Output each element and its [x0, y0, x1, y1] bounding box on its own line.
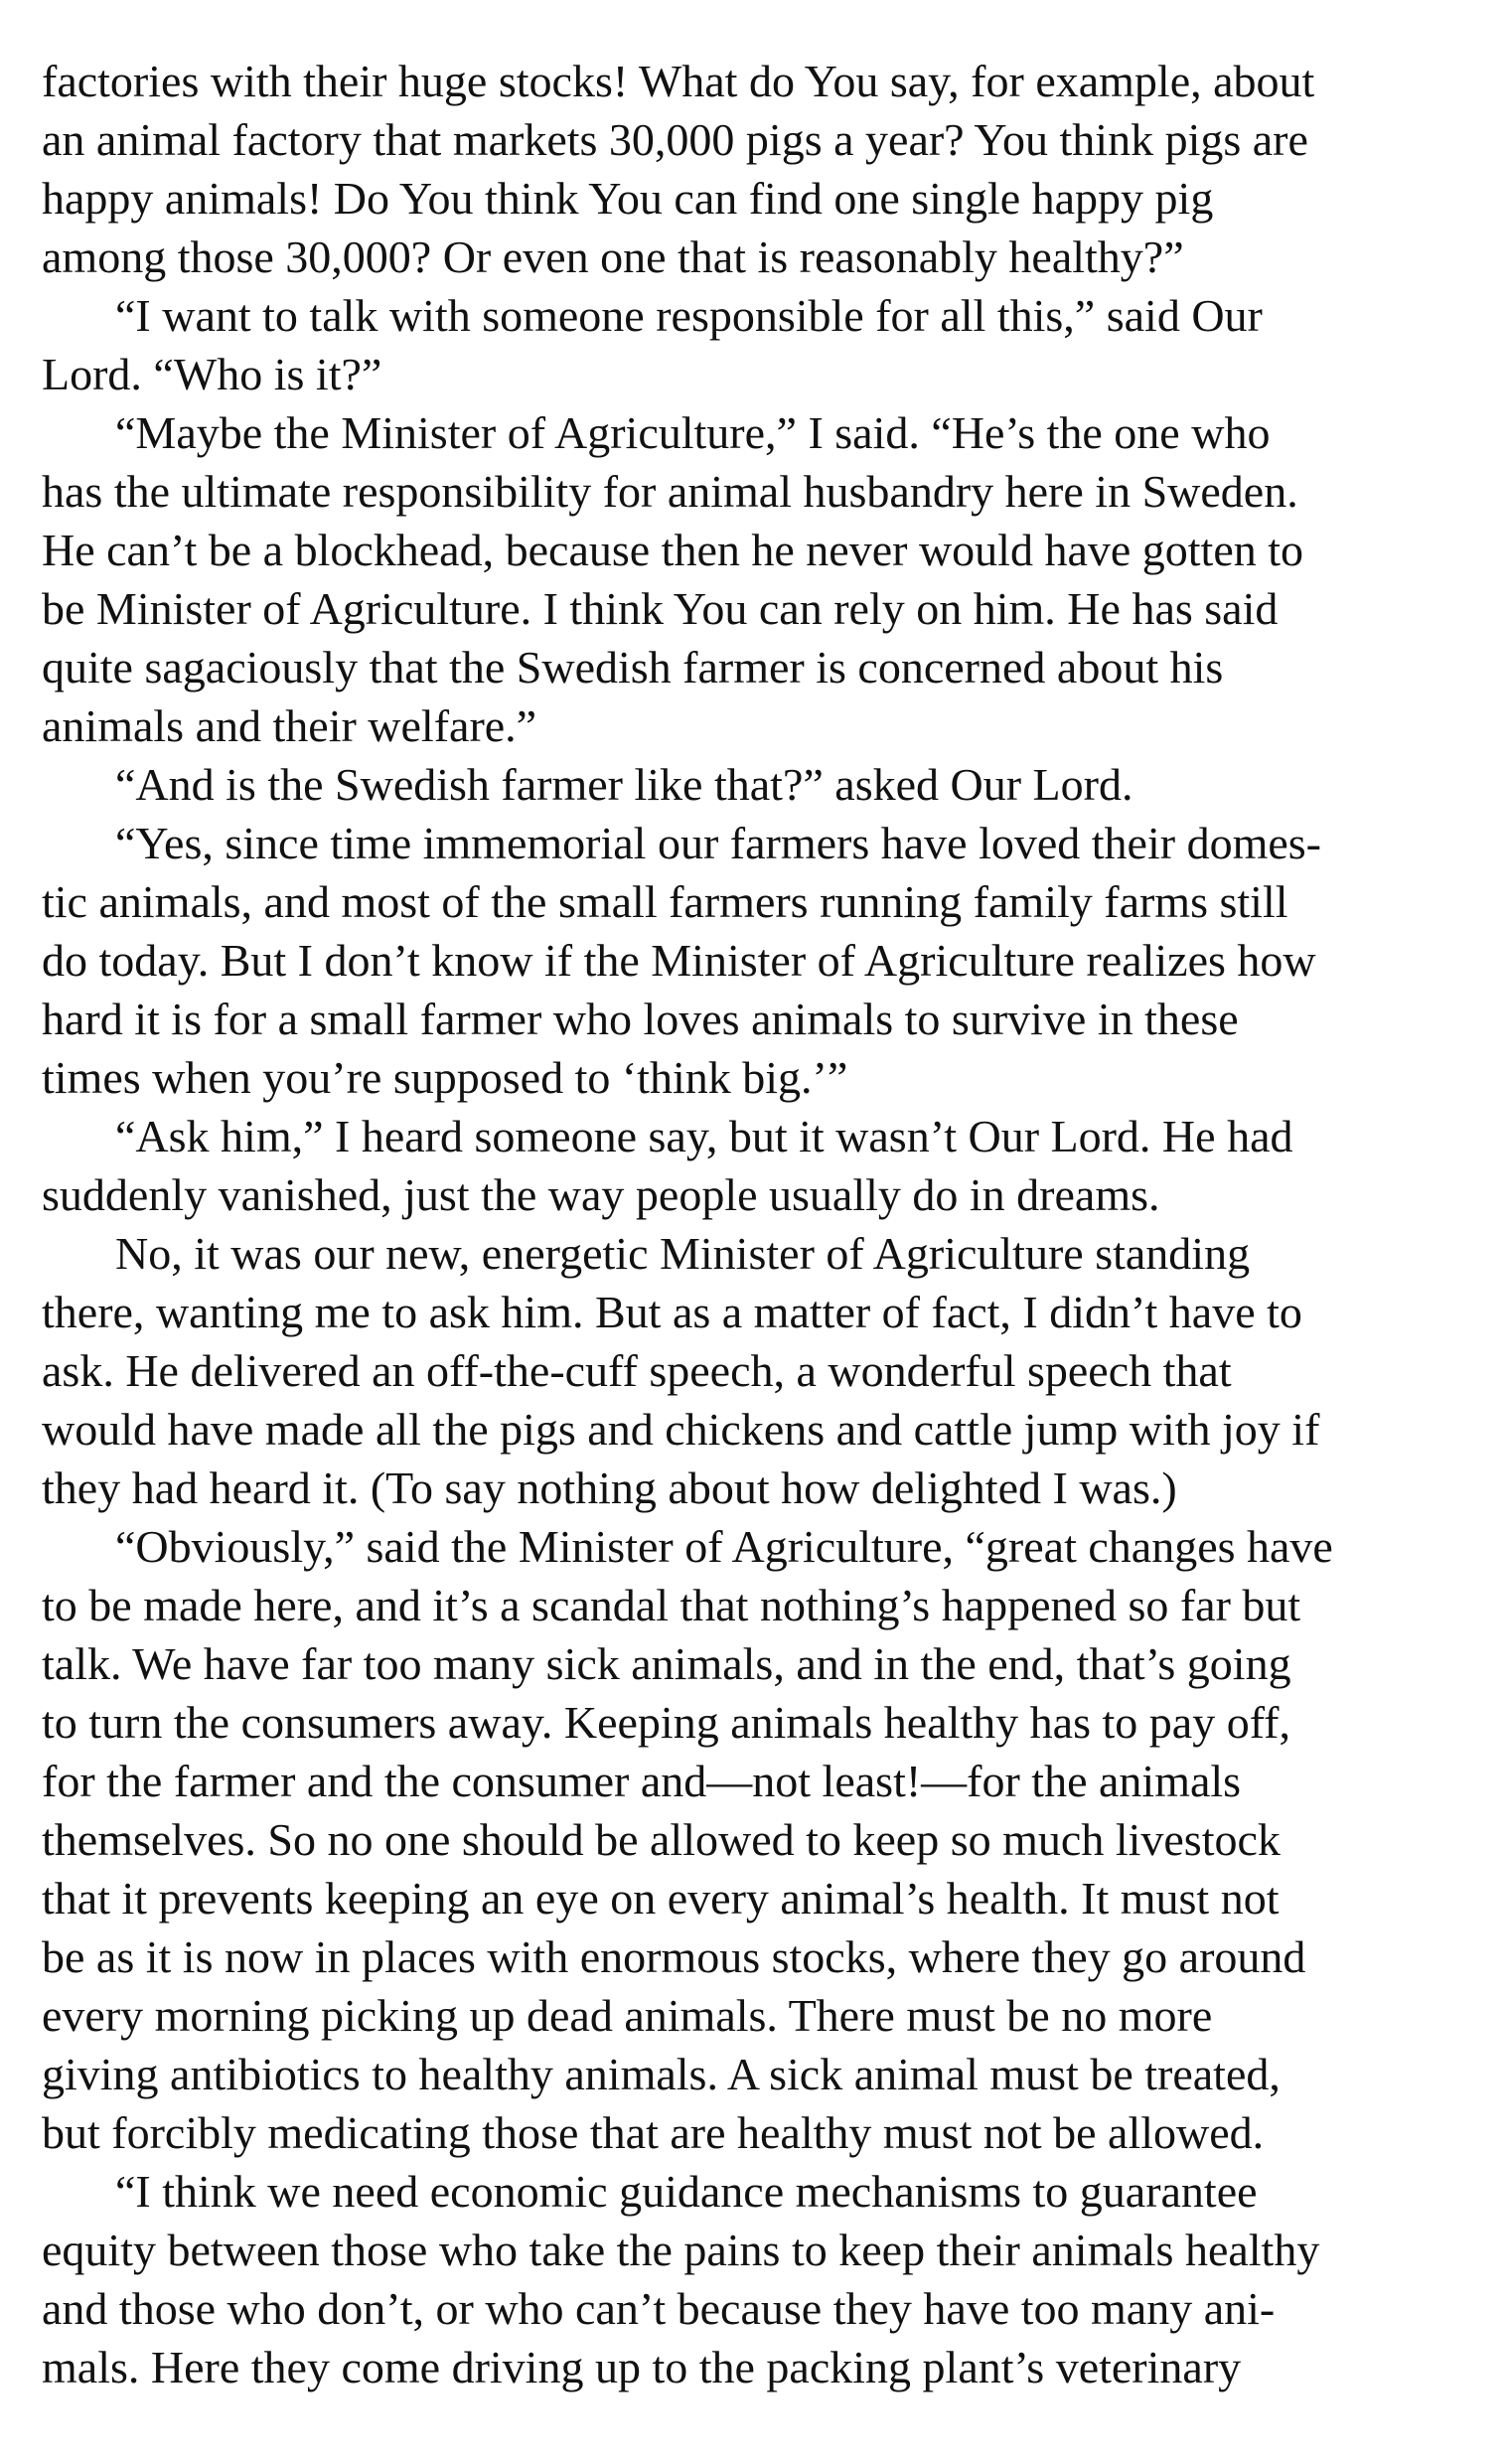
text-line: factories with their huge stocks! What do You say, for example, about [42, 56, 1315, 106]
paragraph-first-line: “Maybe the Minister of Agriculture,” I said. “He’s the one who [115, 407, 1271, 458]
text-line: times when you’re supposed to ‘think big.’” [42, 1052, 848, 1103]
text-line: for the farmer and the consumer and—not least!—for the animals [42, 1756, 1242, 1806]
text-line: every morning picking up dead animals. There must be no more [42, 1990, 1213, 2041]
paragraph-first-line: “Obviously,” said the Minister of Agriculture, “great changes have [115, 1521, 1333, 1572]
text-line: to turn the consumers away. Keeping animals healthy has to pay off, [42, 1697, 1291, 1748]
text-line: suddenly vanished, just the way people usually do in dreams. [42, 1169, 1160, 1220]
text-line: quite sagaciously that the Swedish farmer is concerned about his [42, 642, 1224, 693]
text-line: be Minister of Agriculture. I think You can rely on him. He has said [42, 583, 1279, 634]
text-line: they had heard it. (To say nothing about how delighted I was.) [42, 1463, 1177, 1513]
text-line: tic animals, and most of the small farmers running family farms still [42, 876, 1288, 927]
paragraph-first-line: “And is the Swedish farmer like that?” asked Our Lord. [115, 759, 1133, 810]
text-line: there, wanting me to ask him. But as a matter of fact, I didn’t have to [42, 1287, 1302, 1337]
text-line: talk. We have far too many sick animals, and in the end, that’s going [42, 1638, 1291, 1689]
text-line: giving antibiotics to healthy animals. A sick animal must be treated, [42, 2049, 1281, 2099]
text-line: has the ultimate responsibility for animal husbandry here in Sweden. [42, 466, 1298, 517]
text-line: Lord. “Who is it?” [42, 349, 382, 399]
text-line: but forcibly medicating those that are healthy must not be allowed. [42, 2107, 1265, 2158]
book-page-text [42, 52, 1472, 2396]
paragraph-first-line: “Ask him,” I heard someone say, but it wasn’t Our Lord. He had [115, 1111, 1293, 1161]
paragraph-first-line: No, it was our new, energetic Minister of Agriculture standing [115, 1228, 1251, 1279]
text-line: ask. He delivered an off-the-cuff speech, a wonderful speech that [42, 1345, 1232, 1396]
paragraph-first-line: “Yes, since time immemorial our farmers have loved their domes- [115, 818, 1321, 868]
text-line: themselves. So no one should be allowed to keep so much livestock [42, 1814, 1281, 1865]
text-line: would have made all the pigs and chickens and cattle jump with joy if [42, 1404, 1320, 1455]
text-line: equity between those who take the pains to keep their animals healthy [42, 2225, 1320, 2275]
text-line: happy animals! Do You think You can find one single happy pig [42, 173, 1214, 224]
text-line: mals. Here they come driving up to the packing plant’s veterinary [42, 2342, 1242, 2392]
paragraph-first-line: “I want to talk with someone responsible for all this,” said Our [115, 290, 1263, 341]
text-line: hard it is for a small farmer who loves animals to survive in these [42, 994, 1239, 1044]
text-line: be as it is now in places with enormous stocks, where they go around [42, 1931, 1306, 1982]
text-line: among those 30,000? Or even one that is reasonably healthy?” [42, 231, 1184, 282]
text-line: to be made here, and it’s a scandal that nothing’s happened so far but [42, 1580, 1301, 1630]
text-line: an animal factory that markets 30,000 pigs a year? You think pigs are [42, 114, 1308, 165]
text-line: and those who don’t, or who can’t because they have too many ani- [42, 2283, 1276, 2334]
text-line: that it prevents keeping an eye on every animal’s health. It must not [42, 1873, 1280, 1924]
text-line: He can’t be a blockhead, because then he never would have gotten to [42, 525, 1304, 575]
paragraph-first-line: “I think we need economic guidance mechanisms to guarantee [115, 2166, 1258, 2217]
text-line: animals and their welfare.” [42, 700, 537, 751]
text-line: do today. But I don’t know if the Minister of Agriculture realizes how [42, 935, 1316, 986]
